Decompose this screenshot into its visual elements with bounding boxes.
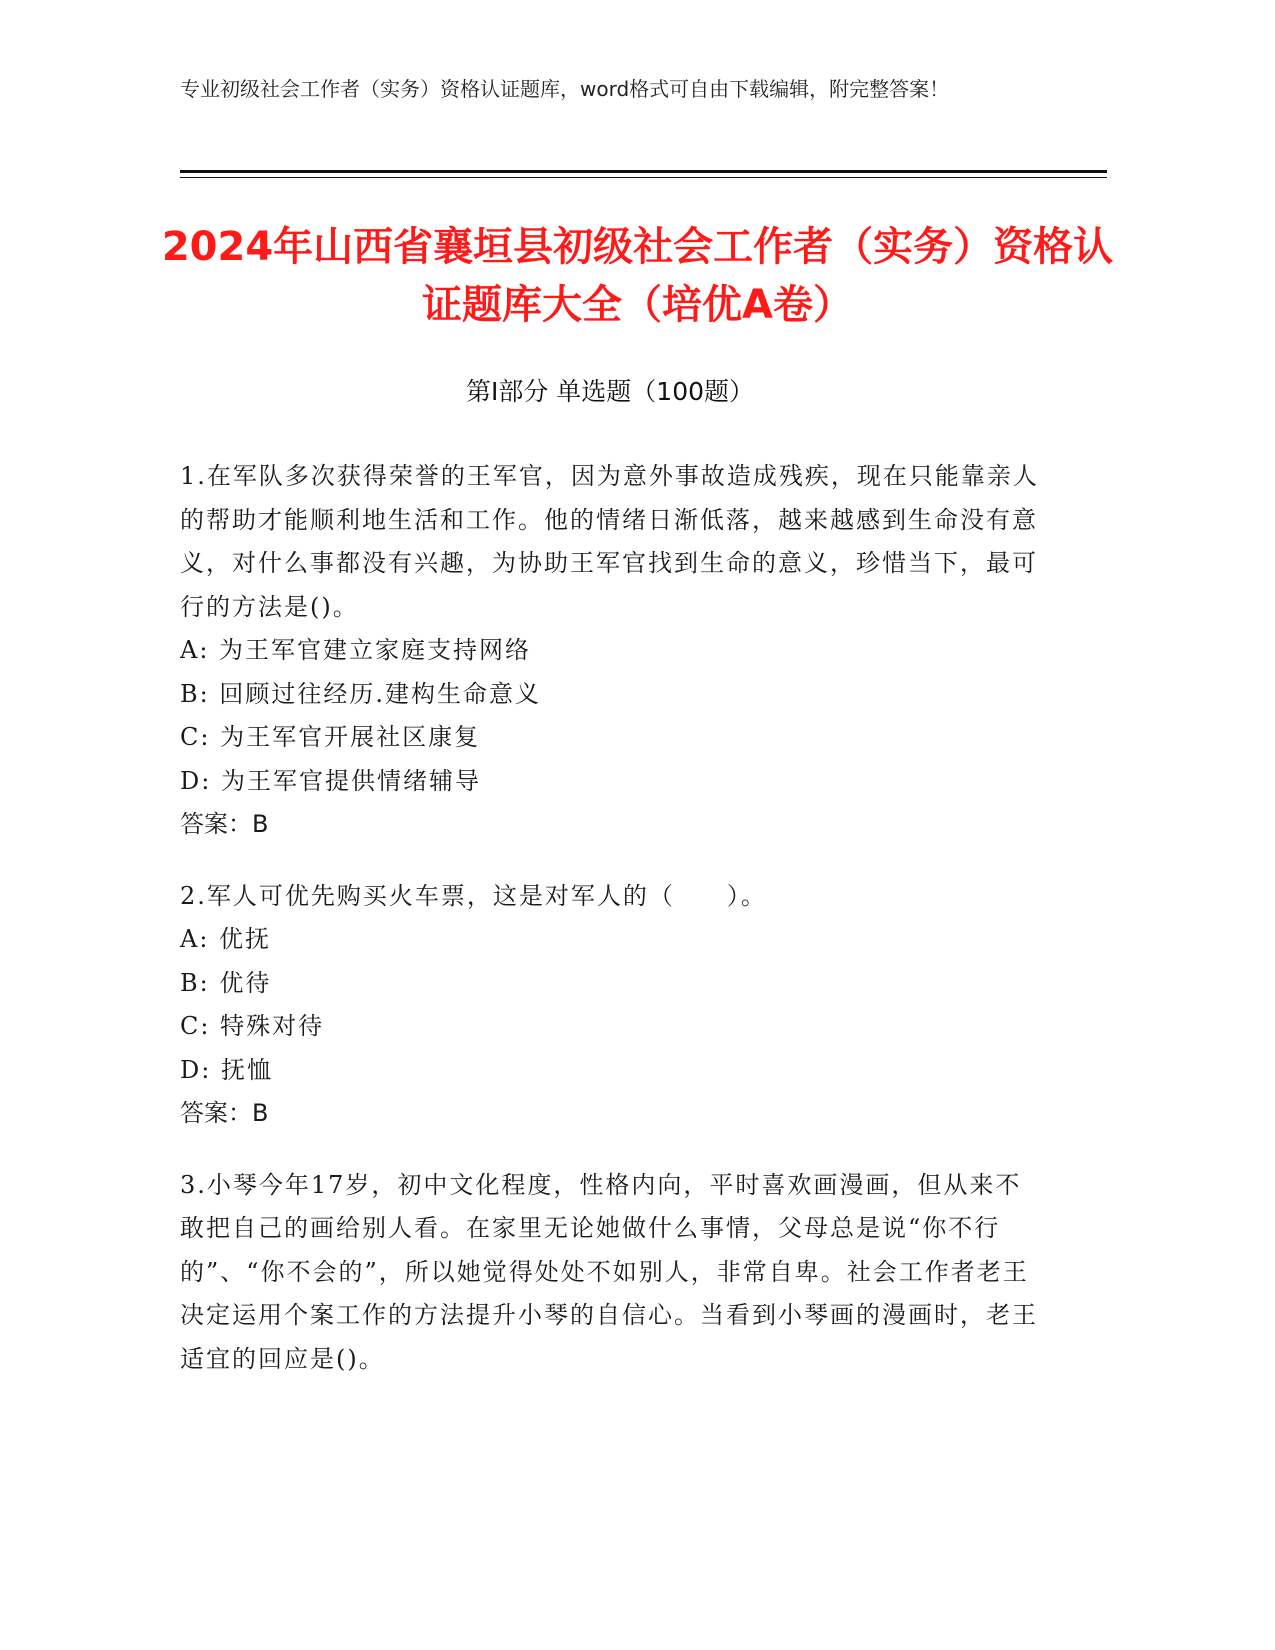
answer-line: 答案：B (180, 1099, 269, 1127)
question-1 (180, 455, 1040, 847)
option-a: A: 优抚 (180, 925, 272, 953)
question-stem: 1.在军队多次获得荣誉的王军官，因为意外事故造成残疾，现在只能靠亲人的帮助才能顺利地生活和工作。他的情绪日渐低落，越来越感到生命没有意义，对什么事都没有兴趣，为协助王军官找到生命的意义，珍惜当下，最可行的方法是()。 (180, 462, 1039, 621)
section-heading: 第Ⅰ部分 单选题（100题） (465, 377, 755, 406)
answer-line: 答案：B (180, 810, 269, 838)
header-note: 专业初级社会工作者（实务）资格认证题库，word格式可自由下载编辑，附完整答案！ (180, 77, 950, 101)
option-b: B: 优待 (180, 968, 272, 997)
question-list (180, 455, 1040, 1409)
question-2 (180, 875, 1040, 1136)
option-d: D: 抚恤 (180, 1055, 273, 1084)
option-c: C: 特殊对待 (180, 1012, 325, 1040)
header-divider-thin (180, 177, 1107, 178)
option-b: B: 回顾过往经历.建构生命意义 (180, 679, 541, 708)
option-a: A: 为王军官建立家庭支持网络 (180, 636, 532, 664)
header-divider-thick (180, 170, 1107, 173)
option-c: C: 为王军官开展社区康复 (180, 723, 481, 751)
option-d: D: 为王军官提供情绪辅导 (180, 766, 481, 795)
document-title: 2024年山西省襄垣县初级社会工作者（实务）资格认证题库大全（培优A卷） (161, 224, 1114, 328)
question-stem: 2.军人可优先购买火车票，这是对军人的（ ）。 (180, 881, 767, 910)
question-3 (180, 1164, 1040, 1382)
question-stem: 3.小琴今年17岁，初中文化程度，性格内向，平时喜欢画漫画，但从来不敢把自己的画给别人看。在家里无论她做什么事情，父母总是说“你不行的”、“你不会的”，所以她觉得处处不如别人，非常自卑。社会工作者老王决定运用个案工作的方法提升小琴的自信心。当看到小琴画的漫画时，老王适宜的回应是()。 (180, 1170, 1038, 1373)
